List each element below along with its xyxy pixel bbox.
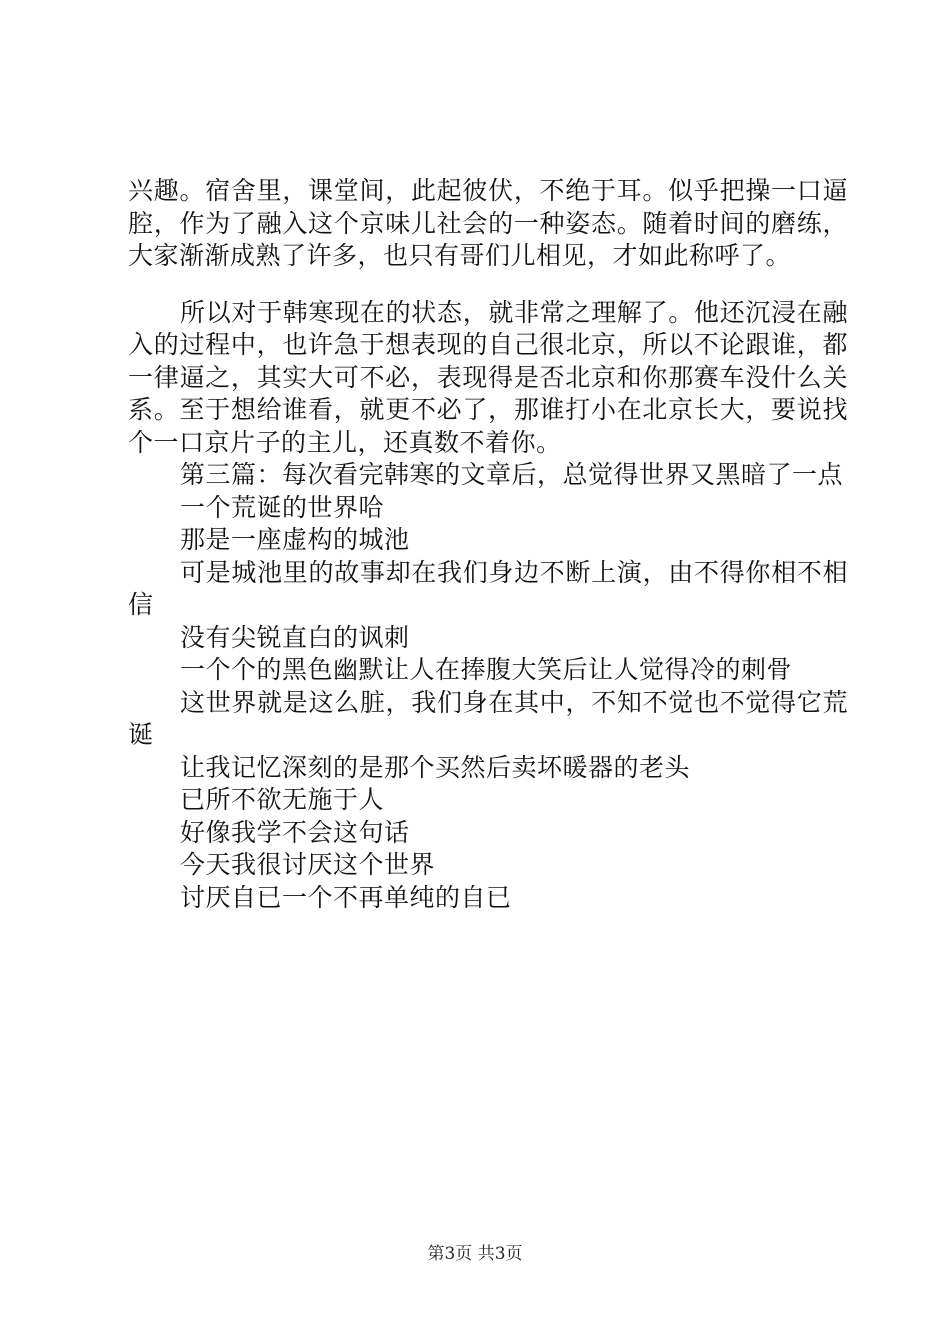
- poem-line: 这世界就是这么脏，我们身在其中，不知不觉也不觉得它荒诞: [128, 687, 848, 749]
- poem-line: 让我记忆深刻的是那个买然后卖坏暖器的老头: [180, 752, 691, 782]
- poem-line: 一个荒诞的世界哈: [180, 492, 385, 522]
- poem-line: 讨厌自已一个不再单纯的自已: [180, 882, 512, 912]
- poem-line: 好像我学不会这句话: [180, 817, 410, 847]
- poem-line: 已所不欲无施于人: [180, 785, 385, 814]
- poem-line: 可是城池里的故事却在我们身边不断上演，由不得你相不相信: [128, 557, 848, 619]
- poem-line: 那是一座虚构的城池: [180, 525, 410, 554]
- paragraph-continuation: 兴趣。宿舍里，课堂间，此起彼伏，不绝于耳。似乎把操一口逼腔，作为了融入这个京味儿社会的一种姿态。随着时间的磨练，大家渐渐成熟了许多，也只有哥们儿相见，才如此称呼了。: [128, 176, 848, 270]
- poem-line: 一个个的黑色幽默让人在捧腹大笑后让人觉得冷的刺骨: [180, 655, 793, 684]
- document-body: [128, 175, 848, 914]
- poem-line: 没有尖锐直白的讽刺: [180, 622, 410, 652]
- paragraph-understanding: 所以对于韩寒现在的状态，就非常之理解了。他还沉浸在融入的过程中，也许急于想表现的自己很北京，所以不论跟谁，都一律逼之，其实大可不必，表现得是否北京和你那赛车没什么关系。至于想给谁看，就更不必了，那谁打小在北京长大，要说找个一口京片子的主儿，还真数不着你。: [128, 297, 848, 457]
- poem-line: 今天我很讨厌这个世界: [180, 850, 436, 879]
- section-heading-part-three: 第三篇：每次看完韩寒的文章后，总觉得世界又黑暗了一点: [180, 460, 844, 489]
- page-footer: 第3页 共3页: [427, 1244, 523, 1264]
